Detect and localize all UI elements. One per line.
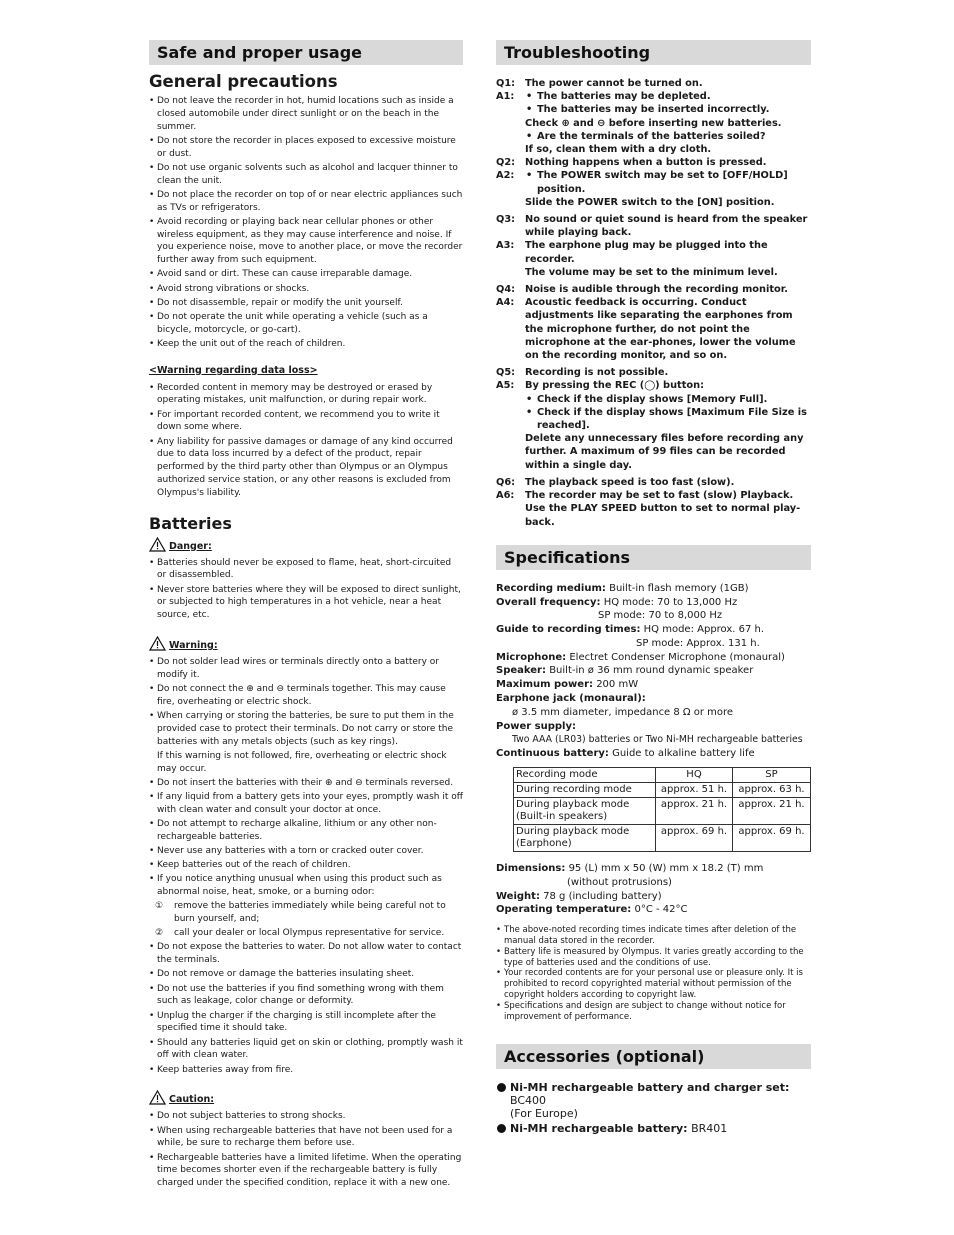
list-item: • For important recorded content, we recommend you to write it down some where. [149,409,463,435]
warning-label: Warning: [169,639,218,651]
accessory-label: Ni-MH rechargeable battery: [510,1122,688,1136]
table-header-cell: Recording mode [514,768,656,783]
table-cell: approx. 21 h. [656,798,733,825]
left-column [149,40,463,1191]
data-loss-heading: <Warning regarding data loss> [149,364,318,376]
answer-text: The earphone plug may be plugged into the recorder. [525,240,768,265]
note-item: • Your recorded contents are for your personal use or pleasure only. It is prohibited to record copyrighted material without permission of the copyright holders according to copyright law. [496,968,811,1000]
accessory-value: BC400 [510,1094,547,1108]
note-item: • The above-noted recording times indicate times after deletion of the manual data stored in the recorder. [496,925,811,947]
list-item: • Batteries should never be exposed to flame, heat, short-circuited or disassembled. [149,557,463,583]
spec-value: 200 mW [596,679,639,691]
list-item: • Should any batteries liquid get on skin or clothing, promptly wash it off with clean water. [149,1037,463,1063]
danger-label: Danger: [169,540,212,552]
table-cell: approx. 63 h. [733,783,811,798]
qa-row [496,366,811,379]
answer-bullet: • Check if the display shows [Maximum File Size is reached]. [525,406,811,432]
question-text: Recording is not possible. [525,367,669,379]
numbered-sub-item [149,900,463,926]
list-item: • Avoid strong vibrations or shocks. [149,283,463,296]
spec-value: SP mode: Approx. 131 h. [636,637,760,649]
list-item: • Do not store the recorder in places exposed to excessive moisture or dust. [149,135,463,161]
accessory-value: BR401 [691,1122,728,1136]
table-cell: During playback mode (Built-in speakers) [514,798,656,825]
qa-row [496,296,811,362]
answer-text: Acoustic feedback is occurring. Conduct adjustments like separating the earphones from the microphone further, do not point the microphone at the ear-phones, lower the volume on the recording monitor, and so on. [525,297,796,362]
circled-number: ② [155,928,164,939]
answer-bullet: • The batteries may be depleted. [525,90,811,103]
table-cell: approx. 51 h. [656,783,733,798]
list-item: • Rechargeable batteries have a limited lifetime. When the operating time becomes shorter even if the rechargeable battery is fully charged under the specified condition, replace it with a new one. [149,1152,463,1190]
accessory-note: (For Europe) [510,1107,578,1121]
qa-row [496,489,811,529]
warning-triangle-icon [149,537,166,552]
caution-list [149,1110,463,1190]
qa-label: Q2: [496,157,516,169]
list-item: • If you notice anything unusual when using this product such as abnormal noise, heat, smoke, or a burning odor: [149,873,463,899]
qa-label: Q1: [496,78,516,89]
accessory-label: Ni-MH rechargeable battery and charger set: [510,1081,790,1095]
answer-bullet: • Check if the display shows [Memory Full]. [525,393,811,406]
accessories-list [496,1081,811,1135]
answer-text: Delete any unnecessary files before recording any further. A maximum of 99 files can be recorded within a single day. [525,433,804,471]
spec-label: Operating temperature: [496,904,632,916]
spec-line [496,720,811,734]
section-header-accessories: Accessories (optional) [496,1044,811,1069]
spec-value: HQ mode: Approx. 67 h. [643,624,765,636]
qa-label: A3: [496,240,515,252]
warning-list [149,656,463,1076]
general-precautions-heading: General precautions [149,72,338,91]
answer-bullet: • The batteries may be inserted incorrectly. [525,103,811,116]
answer-bullet: • Are the terminals of the batteries soiled? [525,130,811,143]
list-item: • Do not use organic solvents such as alcohol and lacquer thinner to clean the unit. [149,162,463,188]
table-row [514,825,811,852]
list-item: • Do not use the batteries if you find something wrong with them such as leakage, color change or deformity. [149,983,463,1009]
warning-triangle-icon [149,636,166,651]
table-header-row [514,768,811,783]
list-item: • Do not attempt to recharge alkaline, lithium or any other non-rechargeable batteries. [149,818,463,844]
spec-label: Dimensions: [496,863,566,875]
answer-text: Slide the POWER switch to the [ON] position. [525,196,775,208]
numbered-sub-item [149,927,463,940]
answer-block [525,379,811,471]
question-text: The power cannot be turned on. [525,78,703,89]
qa-label: A4: [496,297,515,309]
list-item: • Avoid sand or dirt. These can cause irreparable damage. [149,268,463,281]
list-item: • Any liability for passive damages or damage of any kind occurred due to data loss incurred by a defect of the product, repair performed by the third party other than Olympus or an Olympus authorized service station, or any other reasons is excluded from Olympus's liability. [149,436,463,500]
spec-label: Maximum power: [496,679,593,691]
spec-line [496,903,811,917]
answer-text: By pressing the REC (◯) button: [525,380,705,392]
qa-row [496,77,811,90]
list-item: • Keep batteries out of the reach of children. [149,859,463,872]
spec-line [496,664,811,678]
qa-label: A2: [496,170,515,182]
list-item-continuation: If this warning is not followed, fire, overheating or electric shock may occur. [157,750,447,774]
warning-heading [149,636,463,651]
general-precautions-list [149,95,463,351]
question-text: Noise is audible through the recording monitor. [525,284,788,296]
spec-line [496,678,811,692]
note-item: • Battery life is measured by Olympus. It varies greatly according to the type of batteries used and the conditions of use. [496,947,811,969]
list-item: • Avoid recording or playing back near cellular phones or other wireless equipment, as they may cause interference and noise. If you experience noise, move to another place, or move the recorder further away from such equipment. [149,216,463,267]
table-cell: approx. 69 h. [733,825,811,852]
spec-value: Built-in ø 36 mm round dynamic speaker [549,665,754,677]
qa-row [496,476,811,489]
accessory-item [496,1122,811,1135]
data-loss-list [149,382,463,500]
spec-value: (without protrusions) [567,876,672,888]
table-header-cell: HQ [656,768,733,783]
qa-label: A1: [496,91,515,103]
section-header-safe-usage: Safe and proper usage [149,40,463,65]
battery-life-table [513,767,811,852]
table-cell: approx. 21 h. [733,798,811,825]
spec-value: 78 g (including battery) [543,890,662,902]
question-text: No sound or quiet sound is heard from the speaker while playing back. [525,214,808,239]
danger-heading [149,537,463,552]
list-item: • Do not leave the recorder in hot, humid locations such as inside a closed automobile under direct sunlight or on the beach in the summer. [149,95,463,133]
list-item: • Do not connect the ⊕ and ⊖ terminals together. This may cause fire, overheating or electric shock. [149,683,463,709]
table-header-cell: SP [733,768,811,783]
caution-heading [149,1090,463,1105]
circled-number: ① [155,901,164,912]
answer-text: The volume may be set to the minimum level. [525,266,778,278]
bullet-dot-icon [497,1083,506,1092]
qa-row [496,239,811,279]
spec-value: Guide to alkaline battery life [612,748,755,760]
qa-row [496,156,811,169]
list-item: • Never store batteries where they will be exposed to direct sunlight, or subjected to high temperatures in a hot vehicle, near a heat source, etc. [149,584,463,622]
answer-text: Check ⊕ and ⊖ before inserting new batteries. [525,117,782,129]
spec-value: 95 (L) mm x 50 (W) mm x 18.2 (T) mm [568,863,764,875]
answer-block [525,90,811,156]
list-item: • Do not expose the batteries to water. Do not allow water to contact the terminals. [149,941,463,967]
specifications-block [496,582,811,761]
answer-block [525,239,811,279]
spec-line [496,747,811,761]
qa-row [496,90,811,156]
spec-line [496,692,811,706]
danger-list [149,557,463,622]
list-item: • Keep batteries away from fire. [149,1064,463,1077]
qa-row [496,169,811,209]
spec-label: Microphone: [496,651,567,663]
question-text: The playback speed is too fast (slow). [525,476,735,488]
qa-label: Q4: [496,284,516,296]
table-row [514,783,811,798]
spec-value: 0°C - 42°C [634,904,688,916]
spec-value: ø 3.5 mm diameter, impedance 8 Ω or more [512,706,734,718]
sub-item-text: remove the batteries immediately while being careful not to burn yourself, and; [174,901,446,925]
spec-value: Built-in flash memory (1GB) [609,582,749,594]
answer-text: The recorder may be set to fast (slow) Playback. Use the PLAY SPEED button to set to normal play-back. [525,490,801,528]
list-item: • Do not place the recorder on top of or near electric appliances such as TVs or refrigerators. [149,189,463,215]
troubleshooting-qa [496,77,811,529]
qa-row [496,379,811,471]
list-item: • Keep the unit out of the reach of children. [149,338,463,351]
section-header-specifications: Specifications [496,545,811,570]
list-item: • When using rechargeable batteries that have not been used for a while, be sure to recharge them before use. [149,1125,463,1151]
spec-line [496,651,811,665]
list-item: • Do not insert the batteries with their ⊕ and ⊖ terminals reversed. [149,777,463,790]
spec-value: SP mode: 70 to 8,000 Hz [598,610,723,622]
sub-item-text: call your dealer or local Olympus representative for service. [174,928,445,939]
qa-row [496,283,811,296]
table-cell: approx. 69 h. [656,825,733,852]
spec-line [496,862,811,876]
qa-label: Q3: [496,214,516,226]
qa-label: A5: [496,380,515,392]
list-item: • Recorded content in memory may be destroyed or erased by operating mistakes, unit malfunction, or during repair work. [149,382,463,408]
list-item: • Do not operate the unit while operating a vehicle (such as a bicycle, motorcycle, or go-cart). [149,311,463,337]
note-item: • Specifications and design are subject to change without notice for improvement of performance. [496,1001,811,1023]
spec-value: Two AAA (LR03) batteries or Two Ni-MH rechargeable batteries [512,734,803,746]
qa-label: A6: [496,490,515,502]
spec-label: Overall frequency: [496,596,601,608]
section-header-troubleshooting: Troubleshooting [496,40,811,65]
spec-value: Electret Condenser Microphone (monaural) [569,651,785,663]
question-text: Nothing happens when a button is pressed. [525,157,767,169]
answer-block [525,169,811,209]
spec-label: Recording medium: [496,582,606,594]
warning-triangle-icon [149,1090,166,1105]
table-cell: During playback mode (Earphone) [514,825,656,852]
list-item: • Unplug the charger if the charging is still incomplete after the specified time it should take. [149,1010,463,1036]
table-cell: During recording mode [514,783,656,798]
specification-notes [496,925,811,1022]
spec-label: Guide to recording times: [496,624,641,636]
spec-line [496,890,811,904]
accessory-item [496,1081,811,1120]
answer-text: If so, clean them with a dry cloth. [525,144,712,156]
list-item: • Do not subject batteries to strong shocks. [149,1110,463,1123]
list-item: • When carrying or storing the batteries, be sure to put them in the provided case to protect their terminals. Do not carry or store the batteries with any metals objects (such as key rings). [149,710,463,748]
qa-label: Q6: [496,476,516,488]
spec-line [496,596,811,610]
qa-label: Q5: [496,367,516,379]
spec-value: HQ mode: 70 to 13,000 Hz [603,596,738,608]
list-item: • If any liquid from a battery gets into your eyes, promptly wash it off with clean water and consult your doctor at once. [149,791,463,817]
qa-row [496,213,811,239]
list-item: • Do not solder lead wires or terminals directly onto a battery or modify it. [149,656,463,682]
table-row [514,798,811,825]
right-column [496,40,811,1137]
spec-label: Continuous battery: [496,748,609,760]
list-item: • Do not remove or damage the batteries insulating sheet. [149,968,463,981]
spec-line [496,582,811,596]
spec-line [496,623,811,637]
list-item: • Do not disassemble, repair or modify the unit yourself. [149,297,463,310]
spec-label: Weight: [496,890,540,902]
batteries-heading: Batteries [149,513,232,533]
spec-label: Earphone jack (monaural): [496,693,646,705]
bullet-dot-icon [497,1124,506,1133]
spec-label: Speaker: [496,665,546,677]
spec-label: Power supply: [496,720,576,732]
answer-bullet: • The POWER switch may be set to [OFF/HOLD] position. [525,169,811,195]
specifications-block-2 [496,862,811,917]
list-item: • Never use any batteries with a torn or cracked outer cover. [149,845,463,858]
caution-label: Caution: [169,1094,215,1106]
